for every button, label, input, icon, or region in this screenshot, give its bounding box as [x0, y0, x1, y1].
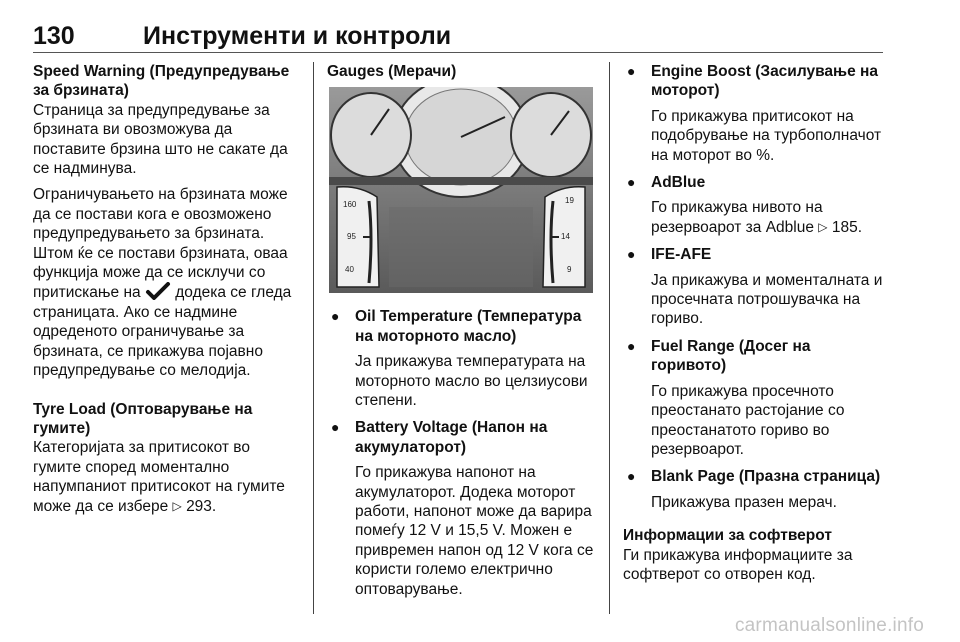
tyre-load-paragraph: Категоријата за притисокот во гумите според моменталнo напумпаниот притисокот на гумите може да се избере ▷ 293.	[33, 439, 285, 515]
page-title: Инструменти и контроли	[143, 22, 452, 50]
gauge-label-right-mid: 14	[561, 232, 570, 242]
list-item-description: Ја прикажува температурата на моторното масло во целзиусови степени.	[355, 353, 588, 410]
oil-temperature-gauge	[337, 187, 379, 287]
speed-warning-paragraph-1: Страница за предупредување за брзината ви овозможува да поставите брзина што не сакате да се надминува.	[33, 101, 288, 178]
list-item	[623, 173, 885, 237]
list-item-title: Battery Voltage (Напон на акумулаторот)	[355, 419, 548, 456]
column-right	[623, 62, 885, 591]
page-reference-arrow-icon: ▷	[172, 498, 182, 513]
list-item	[623, 467, 885, 512]
gauges-heading: Gauges (Мерачи)	[327, 63, 457, 80]
gauge-label-left-bottom: 40	[345, 265, 354, 275]
list-item-description: Го прикажува просечното преостанато растојание со преостанатото гориво во резервоарот.	[651, 382, 845, 458]
list-item-description: Прикажува празен мерач.	[651, 493, 837, 511]
gauge-label-right-bottom: 9	[567, 265, 572, 275]
list-item	[327, 307, 595, 410]
checkmark-icon	[145, 282, 171, 300]
list-item-title: IFE-AFE	[651, 246, 712, 264]
list-item-title: Engine Boost (Засилување на моторот)	[651, 63, 878, 100]
list-item	[623, 62, 885, 165]
page-header	[33, 22, 883, 53]
gauge-label-left-mid: 95	[347, 232, 356, 242]
software-info-paragraph: Ги прикажува информациите за софтверот со отворен код.	[623, 546, 853, 583]
software-info-heading: Информации за софтверот	[623, 527, 832, 545]
page-reference: 293.	[186, 497, 217, 515]
list-item-description: Го прикажува нивото на резервоарот за Adblue ▷ 185.	[651, 199, 863, 236]
page-reference-arrow-icon: ▷	[818, 219, 828, 234]
list-item	[327, 418, 595, 599]
bullet-icon: ●	[331, 308, 340, 325]
column-middle	[327, 62, 595, 607]
list-item-description: Го прикажува напонот на акумулаторот. Додека моторот работи, напонот може да варира помеѓу 12 V и 15,5 V. Можен е привремен напон од 12 V кога се користи големо електрично оптоварување.	[355, 464, 594, 598]
speed-warning-heading: Speed Warning (Предупредување за брзината)	[33, 63, 290, 100]
instrument-cluster-illustration	[329, 87, 593, 293]
list-item	[623, 245, 885, 329]
bullet-icon: ●	[627, 468, 636, 485]
list-item-title: Oil Temperature (Температура на моторното масло)	[355, 308, 582, 345]
speed-warning-paragraph-2: Ограничувањето на брзината може да се постави кога е овозможено предупредувањето за брзината. Штом ќе се постави брзината, оваа функција може да се исклучи со притискање на додека се гледа страницата. Ако се надмине одреденото ограничување за брзината, се прикажува појавно предупредување со мелодија.	[33, 186, 292, 380]
list-item-title: Blank Page (Празна страница)	[651, 468, 881, 486]
list-item-description: Ја прикажува и моменталната и просечната потрошувачка на гориво.	[651, 271, 883, 328]
column-divider	[313, 62, 314, 614]
right-dial	[511, 93, 591, 177]
list-item-description: Го прикажува притисокот на подобрување на турбополначот на моторот во %.	[651, 107, 882, 164]
page-reference: 185.	[831, 218, 863, 236]
bullet-icon: ●	[627, 174, 636, 191]
bullet-icon: ●	[627, 63, 636, 79]
battery-voltage-gauge	[543, 187, 585, 287]
gauge-label-right-top: 19	[565, 196, 574, 206]
column-divider	[609, 62, 610, 614]
gauge-label-left-top: 160	[343, 200, 357, 210]
list-item-title: Fuel Range (Досег на горивото)	[651, 337, 811, 375]
watermark: carmanualsonline.info	[734, 615, 924, 636]
list-item-title: AdBlue	[651, 174, 706, 192]
page-number: 130	[33, 22, 75, 50]
bullet-icon: ●	[627, 337, 636, 354]
center-display	[389, 207, 533, 287]
bullet-icon: ●	[331, 419, 340, 436]
list-item	[623, 337, 885, 459]
tachometer-dial	[331, 93, 411, 177]
column-left	[33, 62, 301, 523]
tyre-load-heading: Tyre Load (Оптоварување на гумите)	[33, 400, 253, 437]
bullet-icon: ●	[627, 246, 636, 263]
